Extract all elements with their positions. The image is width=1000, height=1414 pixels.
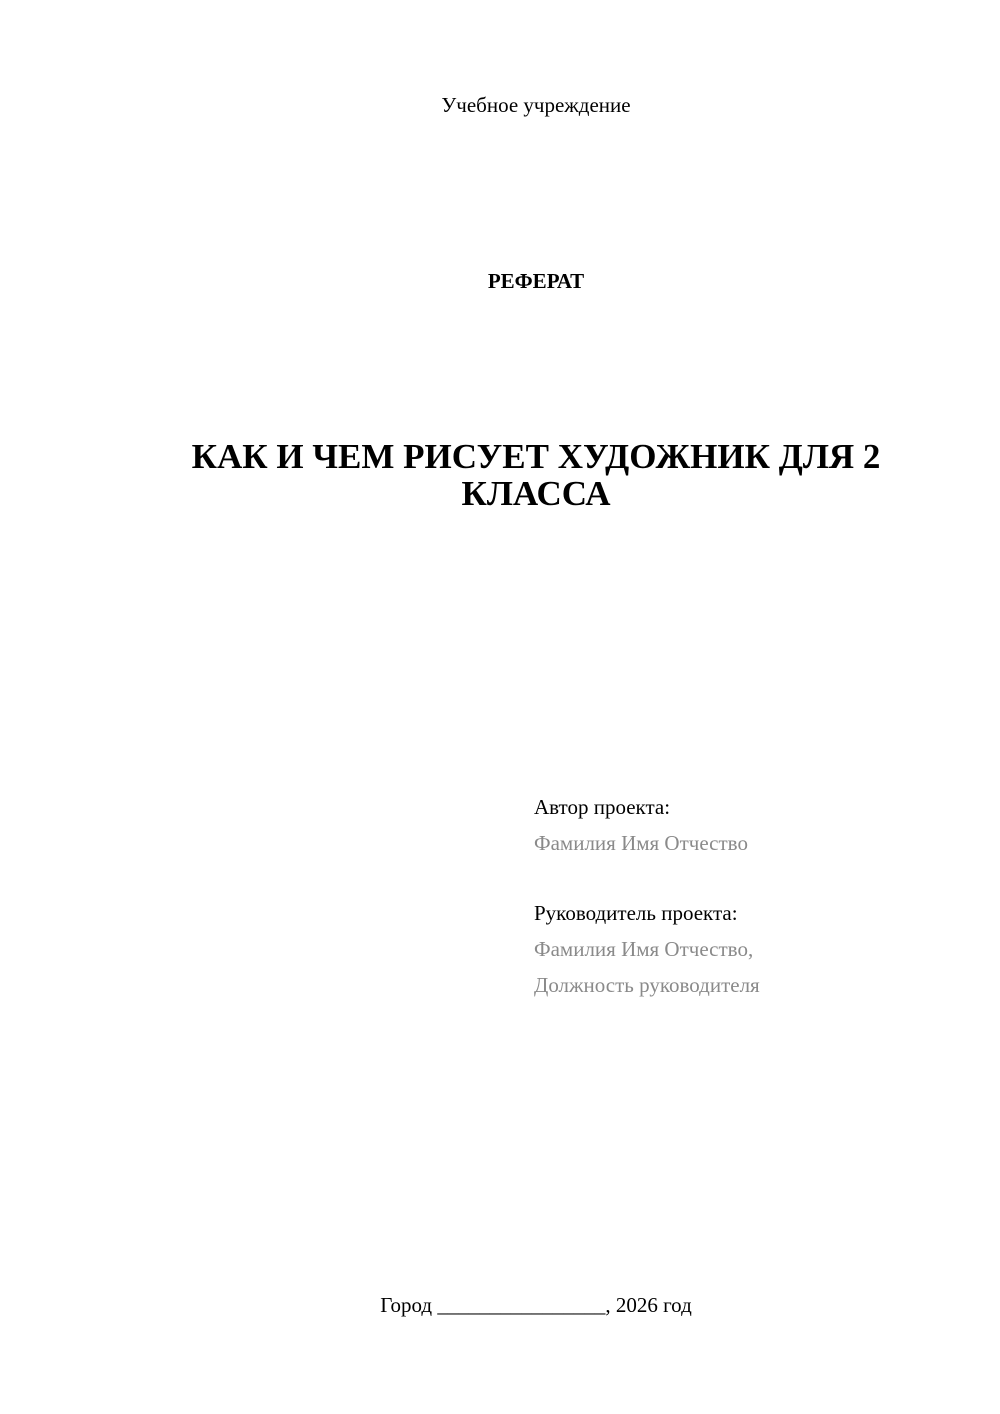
supervisor-label: Руководитель проекта: — [534, 901, 738, 925]
document-title: КАК И ЧЕМ РИСУЕТ ХУДОЖНИК ДЛЯ 2 КЛАССА — [191, 437, 881, 513]
supervisor-position: Должность руководителя — [534, 973, 760, 997]
city-year-line: Город ________________, 2026 год — [380, 1293, 692, 1317]
project-info — [534, 789, 974, 1003]
spacer — [534, 861, 974, 895]
document-type: РЕФЕРАТ — [487, 269, 585, 293]
supervisor-name: Фамилия Имя Отчество, — [534, 937, 754, 961]
author-name: Фамилия Имя Отчество — [534, 831, 748, 855]
institution-name: Учебное учреждение — [441, 93, 631, 117]
author-label: Автор проекта: — [534, 795, 671, 819]
